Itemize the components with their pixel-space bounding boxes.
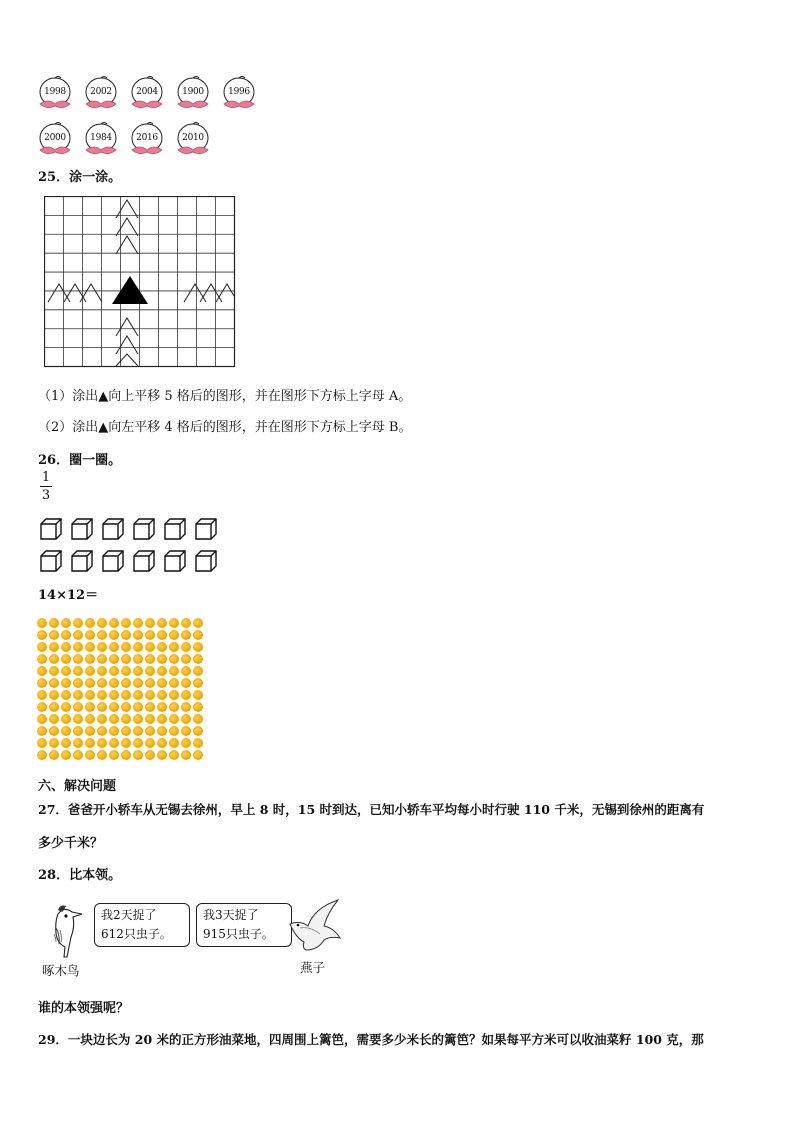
q27-line1: 27．爸爸开小轿车从无锡去徐州，早上 8 时，15 时到达，已知小轿车平均每小时行驶 110 千米，无锡到徐州的距离有 [38,802,705,817]
woodpecker-icon [44,904,82,962]
dot [145,666,155,676]
dot [61,690,71,700]
peach [174,76,212,110]
dot [121,666,131,676]
dot [97,702,107,712]
dot [73,738,83,748]
fraction-numerator: 1 [41,470,51,485]
dot [193,714,203,724]
dot [157,726,167,736]
dot [121,738,131,748]
cube-icon [71,550,93,572]
dot [49,678,59,688]
dot [157,642,167,652]
dot [37,618,47,628]
dot [61,714,71,724]
chevron-pattern-top [116,200,138,254]
dot [73,642,83,652]
dot [193,630,203,640]
fraction [40,470,52,503]
dot [61,666,71,676]
dot [49,714,59,724]
peach [82,122,120,156]
dot [193,618,203,628]
dot [121,642,131,652]
q29-line1: 29．一块边长为 20 米的正方形油菜地，四周围上篱笆，需要多少米长的篱笆？如果每平方米可以收油菜籽 100 克，那 [38,1032,704,1047]
dot [85,630,95,640]
dot [37,750,47,760]
dot [133,690,143,700]
dot [73,750,83,760]
chevron-pattern-right [184,284,234,302]
dot [85,642,95,652]
q27-line2: 多少千米？ [38,836,104,851]
dot [109,750,119,760]
dot [97,690,107,700]
dot [121,726,131,736]
dot [97,726,107,736]
q26-title: 26．圈一圈。 [38,453,122,468]
peach-row-2 [36,122,212,156]
dot [37,642,47,652]
dot [73,666,83,676]
dot [85,618,95,628]
dot [193,678,203,688]
dot [61,630,71,640]
dot [181,690,191,700]
dot [193,654,203,664]
dot [49,726,59,736]
cube-icon [71,518,93,540]
dot [85,666,95,676]
dot [169,750,179,760]
section-title: 六、解决问题 [38,779,117,794]
dot [49,690,59,700]
dot [109,642,119,652]
dot [121,618,131,628]
dot [85,678,95,688]
dot [61,678,71,688]
peach [220,76,258,110]
dot [97,618,107,628]
dot [133,618,143,628]
dot [73,678,83,688]
dot [73,726,83,736]
translation-grid [44,196,236,368]
peach-year: 2000 [44,133,66,143]
dot [157,618,167,628]
dot [133,726,143,736]
dot [37,702,47,712]
dot [85,690,95,700]
dot [85,738,95,748]
dot [121,678,131,688]
dot [145,690,155,700]
dot [133,654,143,664]
peach-year: 2004 [136,87,158,97]
dot [97,738,107,748]
dot [145,726,155,736]
dot [193,738,203,748]
woodpecker-label: 啄木鸟 [42,963,80,978]
peach [128,76,166,110]
dot [133,630,143,640]
dot [61,642,71,652]
dot [145,714,155,724]
black-triangle [112,276,148,304]
dot [169,666,179,676]
chevron-pattern-left [48,284,102,302]
dot [49,630,59,640]
dot [169,630,179,640]
dot [133,678,143,688]
dot [169,738,179,748]
dot [133,750,143,760]
dot [169,654,179,664]
dot [169,726,179,736]
dot [169,678,179,688]
dot [169,702,179,712]
dot [193,702,203,712]
dot [85,714,95,724]
dot [109,666,119,676]
dot [109,738,119,748]
dot [97,678,107,688]
dot [145,702,155,712]
swallow-icon [286,898,346,954]
swallow-speech-bubble [196,903,292,947]
dot [133,738,143,748]
dot [181,714,191,724]
dot [121,714,131,724]
q28-question: 谁的本领强呢？ [38,1001,130,1016]
dot [97,630,107,640]
peach-row-1 [36,76,258,110]
cube-icon [195,550,217,572]
peach-year: 1900 [182,87,204,97]
dot [97,750,107,760]
dot [145,654,155,664]
peach [128,122,166,156]
dot [97,654,107,664]
dot [193,666,203,676]
dot [181,738,191,748]
peach [36,122,74,156]
cube-icon [102,550,124,572]
dot [181,678,191,688]
dot [73,690,83,700]
dot [109,714,119,724]
dot [97,666,107,676]
dot [133,666,143,676]
dot [37,726,47,736]
dot [85,654,95,664]
dot [85,702,95,712]
dot [145,750,155,760]
peach-year: 2016 [136,133,158,143]
dot [181,702,191,712]
dot [145,618,155,628]
cube-row-1 [40,518,217,540]
dot [109,618,119,628]
dot [97,642,107,652]
dot [181,618,191,628]
peach-year: 2010 [182,133,204,143]
peach [174,122,212,156]
dot [121,630,131,640]
equation: 14×12＝ [38,588,99,603]
dot [193,690,203,700]
dot [157,750,167,760]
swallow-line2: 915只虫子。 [203,927,274,941]
dot [61,618,71,628]
dot [145,738,155,748]
dot [37,666,47,676]
dot [169,714,179,724]
swallow-line1: 我3天捉了 [203,908,259,922]
dot [145,642,155,652]
peach [36,76,74,110]
dot [61,702,71,712]
dot [49,738,59,748]
dot [109,702,119,712]
dot [61,654,71,664]
dot [193,750,203,760]
dot [49,666,59,676]
dot [109,726,119,736]
dot [49,702,59,712]
cube-icon [164,518,186,540]
dot [121,690,131,700]
dot [169,642,179,652]
cube-icon [195,518,217,540]
dot [37,738,47,748]
cube-icon [102,518,124,540]
q25-title: 25．涂一涂。 [38,170,122,185]
chevron-pattern-bottom [116,318,138,366]
peach-year: 2002 [90,87,112,97]
dot [157,714,167,724]
dot [85,750,95,760]
dot [181,666,191,676]
dot [97,714,107,724]
cube-icon [133,518,155,540]
peach-year: 1984 [90,133,112,143]
dot [37,630,47,640]
fraction-denominator: 3 [41,488,51,503]
dot [121,654,131,664]
dot [181,630,191,640]
dot [157,666,167,676]
dot [157,690,167,700]
cube-icon [40,518,62,540]
dot [49,618,59,628]
dot [73,714,83,724]
dot [157,738,167,748]
dot [145,630,155,640]
dot [157,702,167,712]
dot [109,654,119,664]
dot [157,678,167,688]
dot [169,618,179,628]
dot [85,726,95,736]
dot [61,738,71,748]
dot [181,750,191,760]
dot [49,750,59,760]
dot [181,642,191,652]
dot [193,726,203,736]
fraction-bar [40,486,52,487]
dot [49,654,59,664]
cube-row-2 [40,550,217,572]
dot [121,702,131,712]
dot [169,690,179,700]
woodpecker-line1: 我2天捉了 [101,908,157,922]
q25-sub1: （1）涂出▲向上平移 5 格后的图形，并在图形下方标上字母 A。 [38,389,412,404]
dot [37,714,47,724]
dot [145,678,155,688]
cube-icon [40,550,62,572]
woodpecker-speech-bubble [94,903,190,947]
dot [193,642,203,652]
dot [133,714,143,724]
dot [133,642,143,652]
dot [61,726,71,736]
peach-year: 1996 [228,87,250,97]
dot [121,750,131,760]
swallow-label: 燕子 [300,960,326,975]
dot [157,630,167,640]
dot [73,630,83,640]
dot [37,678,47,688]
peach [82,76,120,110]
dot [157,654,167,664]
cube-icon [133,550,155,572]
dot [181,654,191,664]
dot [37,690,47,700]
woodpecker-line2: 612只虫子。 [101,927,172,941]
peach-year: 1998 [44,87,66,97]
dot [181,726,191,736]
dot [61,750,71,760]
cube-icon [164,550,186,572]
q28-title: 28．比本领。 [38,868,122,883]
dot [73,618,83,628]
dot [73,702,83,712]
dot [109,678,119,688]
dot [37,654,47,664]
dot-array [36,617,204,761]
dot [49,642,59,652]
dot [133,702,143,712]
dot [109,690,119,700]
dot [109,630,119,640]
q25-sub2: （2）涂出▲向左平移 4 格后的图形，并在图形下方标上字母 B。 [38,420,412,435]
dot [73,654,83,664]
